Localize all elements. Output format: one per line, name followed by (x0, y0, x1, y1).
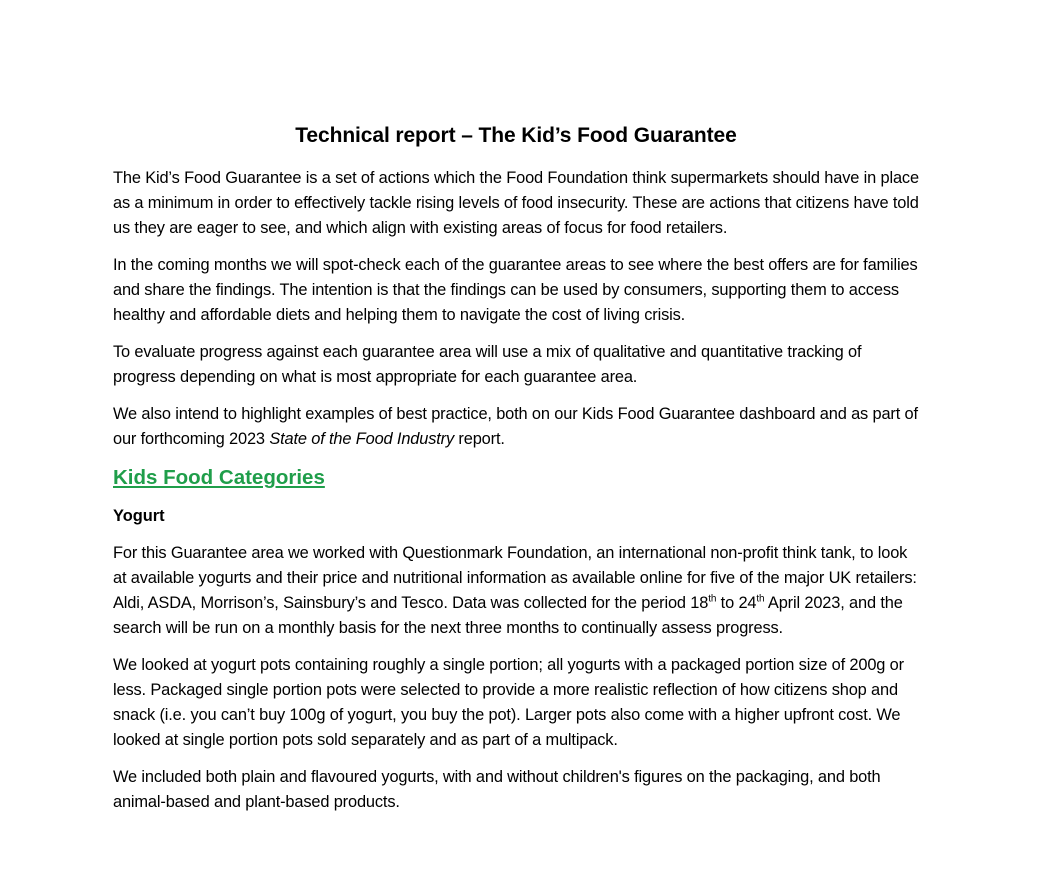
intro-paragraph-3: To evaluate progress against each guarantee area will use a mix of qualitative and quantitative tracking of progress depending on what is most appropriate for each guarantee area. (113, 343, 862, 386)
section-heading (113, 464, 919, 492)
yogurt-p1-part1: For this Guarantee area we worked with Questionmark Foundation, an international non-profit think tank, to look at available yogurts and their price and nutritional information as available online for five of the major UK retailers: Aldi, ASDA, Morrison’s, Sainsbury’s and Tesco. Data was collected for the period 18 (113, 544, 917, 612)
document-page (113, 122, 919, 827)
intro-paragraph-4-start: We also intend to highlight examples of best practice, both on our Kids Food Guarantee dashboard and as part of our forthcoming 2023 (113, 405, 918, 448)
superscript-th-1: th (708, 593, 717, 605)
yogurt-p1-part3: April 2023, and the search will be run on a monthly basis for the next three months to continually assess progress. (113, 594, 903, 637)
yogurt-p1-part2: to 24 (716, 594, 757, 612)
yogurt-paragraph-1 (113, 541, 919, 641)
yogurt-subheading: Yogurt (113, 507, 165, 525)
document-title: Technical report – The Kid’s Food Guarantee (295, 124, 737, 147)
report-name-italic: State of the Food Industry (269, 430, 455, 448)
yogurt-paragraph-3: We included both plain and flavoured yogurts, with and without children's figures on the packaging, and both animal-based and plant-based products. (113, 768, 881, 811)
intro-paragraph-2: In the coming months we will spot-check each of the guarantee areas to see where the best offers are for families and share the findings. The intention is that the findings can be used by consumers, supporting them to access healthy and affordable diets and helping them to navigate the cost of living crisis. (113, 256, 918, 324)
intro-paragraph-4-end: report. (454, 430, 505, 448)
kids-food-categories-link[interactable]: Kids Food Categories (113, 466, 325, 489)
intro-paragraph-1: The Kid’s Food Guarantee is a set of actions which the Food Foundation think supermarkets should have in place as a minimum in order to effectively tackle rising levels of food insecurity. These are actions that citizens have told us they are eager to see, and which align with existing areas of focus for food retailers. (113, 169, 919, 237)
superscript-th-2: th (756, 593, 765, 605)
intro-paragraph-4 (113, 402, 919, 452)
yogurt-paragraph-2: We looked at yogurt pots containing roughly a single portion; all yogurts with a packaged portion size of 200g or less. Packaged single portion pots were selected to provide a more realistic reflection of how citizens shop and snack (i.e. you can’t buy 100g of yogurt, you buy the pot). Larger pots also come with a higher upfront cost. We looked at single portion pots sold separately and as part of a multipack. (113, 656, 904, 749)
